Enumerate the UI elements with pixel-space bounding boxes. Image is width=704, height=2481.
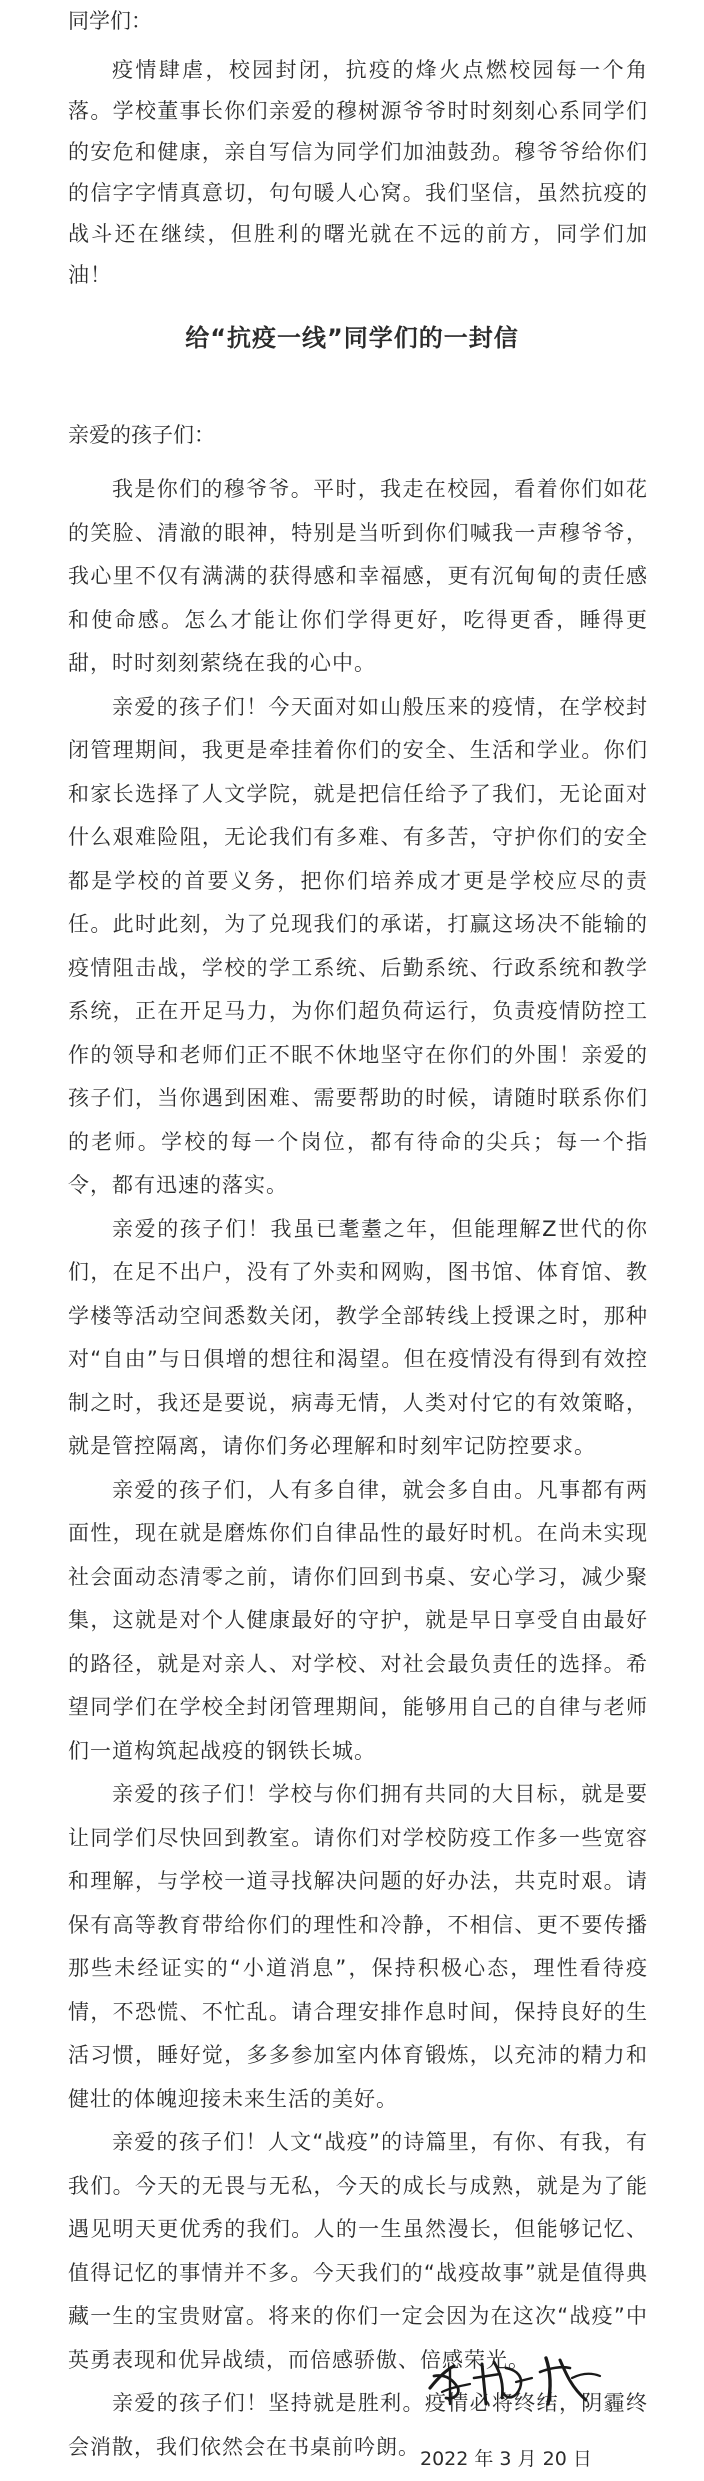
letter-paragraph-7: 亲爱的孩子们！坚持就是胜利。疫情必将终结，阴霾终会消散，我们依然会在书桌前吟朗。 — [68, 2391, 648, 2459]
letter-date: 2022 年 3 月 20 日 — [420, 2448, 592, 2470]
letter-paragraph-6: 亲爱的孩子们！人文“战疫”的诗篇里，有你、有我，有我们。今天的无畏与无私，今天的成长与成熟，就是为了能遇见明天更优秀的我们。人的一生虽然漫长，但能够记忆、值得记忆的事情并不多。今天我们的“战疫故事”就是值得典藏一生的宝贵财富。将来的你们一定会因为在这次“战疫”中英勇表现和优异战绩，而倍感骄傲、倍感荣光。 — [68, 2130, 648, 2372]
letter-greeting: 亲爱的孩子们： — [68, 423, 215, 447]
handwritten-signature — [420, 2348, 620, 2408]
intro-salutation: 同学们： — [68, 9, 152, 33]
letter-paragraph-1: 我是你们的穆爷爷。平时，我走在校园，看着你们如花的笑脸、清澈的眼神，特别是当听到你们喊我一声穆爷爷，我心里不仅有满满的获得感和幸福感，更有沉甸甸的责任感和使命感。怎么才能让你们学得更好，吃得更香，睡得更甜，时时刻刻萦绕在我的心中。 — [68, 477, 648, 675]
intro-paragraph: 疫情肆虐，校园封闭，抗疫的烽火点燃校园每一个角落。学校董事长你们亲爱的穆树源爷爷时时刻刻心系同学们的安危和健康，亲自写信为同学们加油鼓劲。穆爷爷给你们的信字字情真意切，句句暖人心窝。我们坚信，虽然抗疫的战斗还在继续，但胜利的曙光就在不远的前方，同学们加油！ — [68, 58, 648, 287]
letter-paragraph-4: 亲爱的孩子们，人有多自律，就会多自由。凡事都有两面性，现在就是磨炼你们自律品性的最好时机。在尚未实现社会面动态清零之前，请你们回到书桌、安心学习，减少聚集，这就是对个人健康最好的守护，就是早日享受自由最好的路径，就是对亲人、对学校、对社会最负责任的选择。希望同学们在学校全封闭管理期间，能够用自己的自律与老师们一道构筑起战疫的钢铁长城。 — [68, 1477, 648, 1763]
letter-paragraph-2: 亲爱的孩子们！今天面对如山般压来的疫情，在学校封闭管理期间，我更是牵挂着你们的安全、生活和学业。你们和家长选择了人文学院，就是把信任给予了我们，无论面对什么艰难险阻，无论我们有多难、有多苦，守护你们的安全都是学校的首要义务，把你们培养成才更是学校应尽的责任。此时此刻，为了兑现我们的承诺，打赢这场决不能输的疫情阻击战，学校的学工系统、后勤系统、行政系统和教学系统，正在开足马力，为你们超负荷运行，负责疫情防控工作的领导和老师们正不眠不休地坚守在你们的外围！亲爱的孩子们，当你遇到困难、需要帮助的时候，请随时联系你们的老师。学校的每一个岗位，都有待命的尖兵；每一个指令，都有迅速的落实。 — [68, 694, 648, 1197]
letter-paragraph-5: 亲爱的孩子们！学校与你们拥有共同的大目标，就是要让同学们尽快回到教室。请你们对学校防疫工作多一些宽容和理解，与学校一道寻找解决问题的好办法，共克时艰。请保有高等教育带给你们的理性和冷静，不相信、更不要传播那些未经证实的“小道消息”，保持积极心态，理性看待疫情，不恐慌、不忙乱。请合理安排作息时间，保持良好的生活习惯，睡好觉，多多参加室内体育锻炼，以充沛的精力和健壮的体魄迎接未来生活的美好。 — [68, 1782, 648, 2111]
letter-title: 给“抗疫一线”同学们的一封信 — [185, 324, 519, 352]
letter-body — [68, 468, 648, 2469]
letter-paragraph-3: 亲爱的孩子们！我虽已耄耋之年，但能理解Z世代的你们，在足不出户，没有了外卖和网购，图书馆、体育馆、教学楼等活动空间悉数关闭，教学全部转线上授课之时，那种对“自由”与日俱增的想往和渴望。但在疫情没有得到有效控制之时，我还是要说，病毒无情，人类对付它的有效策略，就是管控隔离，请你们务必理解和时刻牢记防控要求。 — [68, 1216, 648, 1458]
